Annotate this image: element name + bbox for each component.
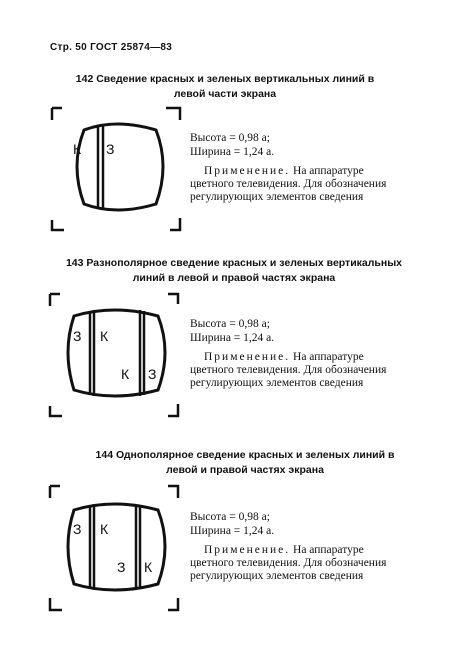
fig-142-label-k: К: [73, 141, 82, 157]
section-143-usage: [190, 351, 400, 390]
section-143-figure: [44, 286, 184, 421]
page-header: Стр. 50 ГОСТ 25874—83: [50, 42, 173, 53]
section-142-figure: [46, 100, 186, 235]
fig-144-label-k-left: К: [100, 521, 109, 537]
usage-head: Применение.: [204, 165, 291, 177]
section-143-title: 143 Разнополярное сведение красных и зеленых вертикальных линий в левой и правой частях экрана: [65, 257, 403, 284]
section-142-width: Ширина = 1,24 a.: [190, 146, 275, 158]
section-142-title: 142 Сведение красных и зеленых вертикальных линий в левой части экрана: [75, 73, 375, 100]
fig-143-label-k-left: К: [100, 328, 109, 344]
usage-head: Применение.: [204, 544, 291, 556]
fig-144-label-k-right: К: [144, 559, 153, 575]
usage-rest: На аппаратуре цветного телевидения. Для обозначения регулирующих элементов сведения: [190, 351, 387, 389]
fig-143-label-z-right: З: [148, 366, 157, 382]
section-144-title: 144 Однополярное сведение красных и зеленых линий в левой и правой частях экрана: [95, 449, 395, 476]
usage-head: Применение.: [204, 351, 291, 363]
section-142-usage: [190, 165, 400, 204]
section-142-height: Высота = 0,98 a;: [190, 132, 270, 144]
fig-144-label-z-right: З: [117, 559, 126, 575]
section-144-usage: [190, 544, 400, 583]
section-143-height: Высота = 0,98 a;: [190, 318, 270, 330]
fig-143-label-z-left: З: [73, 328, 82, 344]
section-143-width: Ширина = 1,24 a.: [190, 332, 275, 344]
section-144-figure: [44, 478, 184, 613]
usage-rest: На аппаратуре цветного телевидения. Для обозначения регулирующих элементов сведения: [190, 544, 387, 582]
usage-rest: На аппаратуре цветного телевидения. Для обозначения регулирующих элементов сведения: [190, 165, 387, 203]
section-144-width: Ширина = 1,24 a.: [190, 525, 275, 537]
section-144-height: Высота = 0,98 a;: [190, 511, 270, 523]
fig-143-label-k-right: К: [121, 366, 130, 382]
fig-144-label-z-left: З: [73, 521, 82, 537]
fig-142-label-z: З: [106, 141, 115, 157]
